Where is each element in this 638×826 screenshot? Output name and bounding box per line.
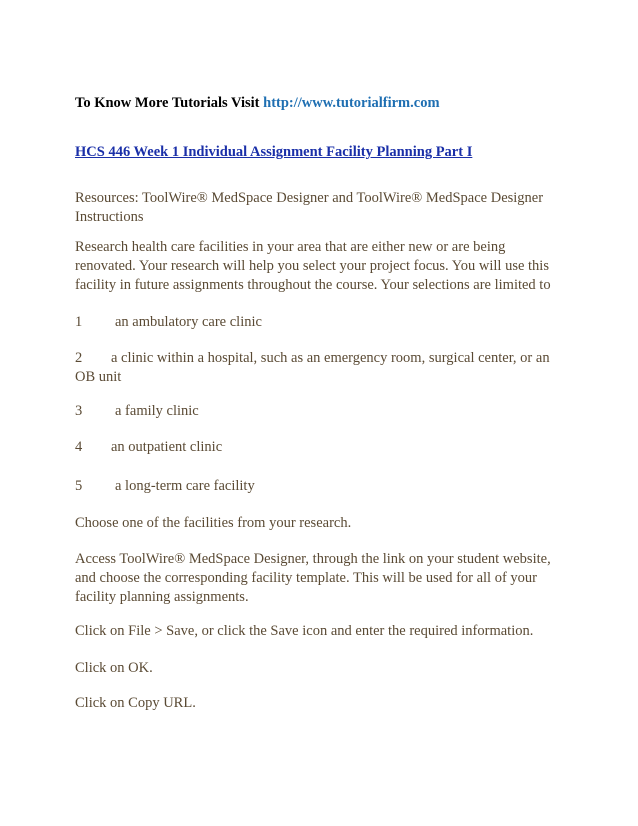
option-text: an ambulatory care clinic <box>115 314 262 330</box>
option-text: a clinic within a hospital, such as an emergency room, surgical center, or an OB unit <box>75 350 550 385</box>
option-text: a long-term care facility <box>115 478 255 494</box>
option-item-5 <box>75 477 255 496</box>
research-paragraph: Research health care facilities in your area that are either new or are being renovated. Your research will help you select your project focus. You will use this facility in future assignments throughout the course. Your selections are limited to <box>75 239 551 293</box>
step-save-file: Click on File > Save, or click the Save icon and enter the required information. <box>75 623 534 639</box>
option-item-3 <box>75 402 199 421</box>
step-click-ok: Click on OK. <box>75 660 153 676</box>
header-label: To Know More Tutorials Visit <box>75 95 260 111</box>
option-text: a family clinic <box>115 403 199 419</box>
step-copy-url: Click on Copy URL. <box>75 695 196 711</box>
option-item-4 <box>75 438 222 457</box>
option-number: 1 <box>75 314 83 330</box>
resources-paragraph: Resources: ToolWire® MedSpace Designer and ToolWire® MedSpace Designer Instructions <box>75 190 544 225</box>
tutorial-header <box>75 94 440 113</box>
step-access-toolwire: Access ToolWire® MedSpace Designer, through the link on your student website, and choose the corresponding facility template. This will be used for all of your facility planning assignments. <box>75 551 551 605</box>
option-item-2 <box>75 349 565 387</box>
option-number: 2 <box>75 350 83 366</box>
option-text: an outpatient clinic <box>111 439 223 455</box>
assignment-title: HCS 446 Week 1 Individual Assignment Facility Planning Part I <box>75 144 473 160</box>
step-choose-facility: Choose one of the facilities from your research. <box>75 515 352 531</box>
option-number: 4 <box>75 439 83 455</box>
tutorial-link[interactable]: http://www.tutorialfirm.com <box>263 95 440 111</box>
option-number: 5 <box>75 478 83 494</box>
option-number: 3 <box>75 403 83 419</box>
option-item-1 <box>75 313 262 332</box>
